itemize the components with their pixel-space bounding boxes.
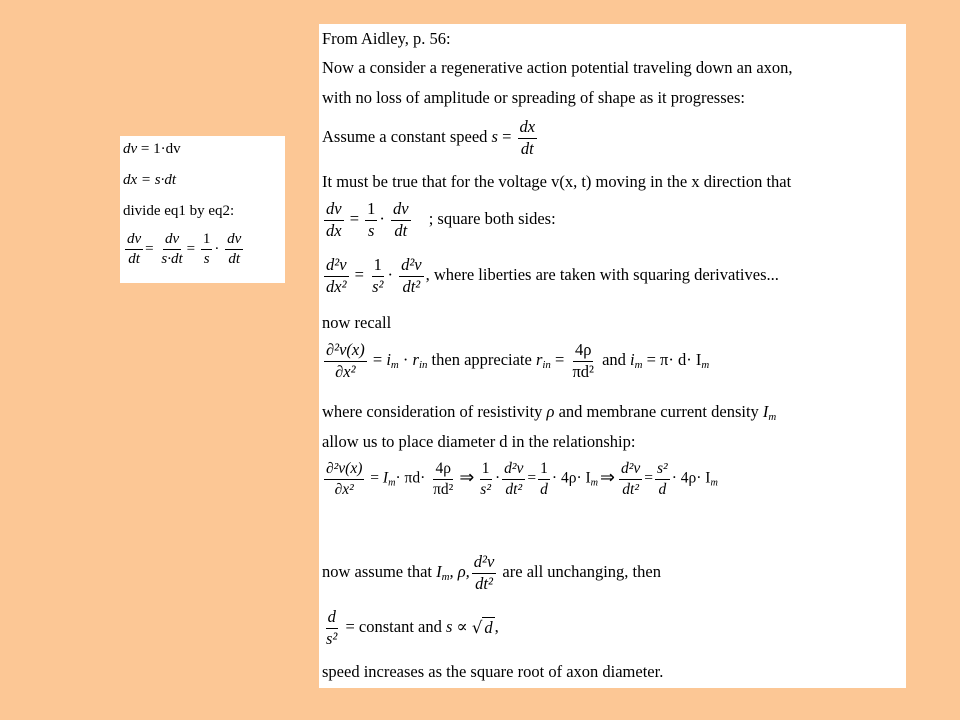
- speed-text: Assume a constant speed: [322, 126, 488, 146]
- f1-den: dt: [128, 251, 140, 267]
- chain-dt2: dt²: [505, 480, 523, 498]
- conclusion-line: speed increases as the square root of axon diameter.: [322, 662, 664, 681]
- dx2-den: dx²: [326, 276, 347, 296]
- assume-d2v: d²v: [472, 554, 497, 574]
- first-derivative-eq: $\frac{dv}{dx}$ = $\frac{1}{s}$ · $\frac{dv}{dt}$ ; square both sides:: [326, 199, 556, 240]
- rho-symbol: ρ: [546, 402, 555, 421]
- sqrt-arg: d: [484, 617, 493, 637]
- voltage-line: It must be true that for the voltage v(x, t) moving in the x direction that: [322, 172, 792, 191]
- eq1-rhs: = 1·dv: [140, 141, 181, 157]
- im-expr: = π· d· I: [646, 349, 702, 369]
- allow-line: allow us to place diameter d in the relationship:: [322, 432, 636, 451]
- dt2-den: dt²: [402, 276, 421, 296]
- chain-im: I: [382, 469, 389, 487]
- one-num: 1: [365, 201, 377, 221]
- chain-4rho: 4ρ: [433, 461, 453, 480]
- f2-den: s·dt: [161, 251, 183, 267]
- assume-im: I: [436, 561, 442, 581]
- chain-pid2: πd²: [433, 480, 454, 498]
- d2v-num-2: d²v: [399, 257, 424, 277]
- chain-s2-num: s²: [655, 461, 670, 480]
- eq2-rhs: = s·dt: [140, 172, 177, 188]
- eq2-lhs: dx: [123, 172, 138, 188]
- sqrt-icon: √ d: [471, 617, 493, 637]
- second-derivative-eq: $\frac{\text{d²v}}{\text{dx²}}$ = $\frac{1}{\text{s²}}$ · $\frac{\text{d²v}}{\text{dt²}}$ , where liberties are taken with squaring derivatives...: [326, 255, 779, 296]
- chain-one-d: 1: [538, 461, 550, 480]
- eq1-lhs: dv: [123, 141, 138, 157]
- dvdx-den: dx: [326, 220, 342, 240]
- chain-sub-2: m: [590, 477, 599, 489]
- speed-eq: =: [502, 126, 512, 146]
- comma: ,: [494, 616, 499, 636]
- rin-den: πd²: [572, 361, 594, 381]
- source-line: From Aidley, p. 56:: [322, 29, 451, 48]
- prop-text: s ∝: [446, 616, 468, 636]
- chain-dvx-den: ∂x²: [334, 480, 354, 498]
- liberties-text: , where liberties are taken with squaring derivatives...: [425, 264, 779, 284]
- speed-den: dt: [520, 138, 534, 158]
- implies-arrow-icon-2: ⇒: [600, 466, 615, 488]
- i-sub-2: m: [634, 358, 643, 371]
- intro-line-2: with no loss of amplitude or spreading of shape as it progresses:: [322, 88, 745, 107]
- s2-den: s²: [372, 276, 384, 296]
- assume-rho: , ρ,: [449, 561, 470, 581]
- chain-4rho-im: · 4ρ· I: [551, 469, 591, 487]
- chain-dvx-num: ∂²v(x): [324, 461, 364, 480]
- chain-4rho-im-2: · 4ρ· I: [671, 469, 711, 487]
- r-var: r: [412, 349, 419, 369]
- im-sub: m: [701, 358, 710, 371]
- and-text: and: [602, 349, 626, 369]
- dvx-num: ∂²v(x): [324, 342, 367, 362]
- resist-text: where consideration of resistivity: [322, 402, 543, 421]
- dvx-den: ∂x²: [335, 361, 356, 381]
- prop-s2: s²: [326, 628, 338, 648]
- assume-text-2: are all unchanging, then: [502, 561, 661, 581]
- chain-d2v-2: d²v: [619, 461, 642, 480]
- r-sub: in: [418, 358, 428, 371]
- implies-arrow-icon: ⇒: [459, 466, 475, 488]
- chain-d: d: [540, 480, 548, 498]
- resistivity-line: [322, 404, 776, 423]
- r-sub-2: in: [542, 358, 551, 371]
- rin-num: 4ρ: [573, 342, 593, 362]
- speed-line: [322, 119, 539, 157]
- square-text: ; square both sides:: [428, 208, 556, 228]
- f3-den: s: [203, 251, 210, 267]
- chain-im-sub: m: [388, 477, 396, 489]
- f4-num: dv: [225, 232, 243, 250]
- dvdx-num: dv: [324, 201, 344, 221]
- prop-d: d: [326, 609, 338, 629]
- assume-line: [322, 554, 661, 592]
- chain-pi-d: · πd·: [395, 469, 426, 487]
- then-text: then appreciate: [431, 349, 532, 369]
- eq2: [123, 173, 176, 188]
- d2v-num: d²v: [324, 257, 349, 277]
- recall-line: now recall: [322, 313, 392, 332]
- assume-text: now assume that: [322, 561, 432, 581]
- im-var: I: [762, 402, 769, 421]
- i-var-2: i: [630, 349, 635, 369]
- chain-one: 1: [480, 461, 492, 480]
- main-notes-panel: [319, 24, 906, 688]
- instruction: divide eq1 by eq2:: [123, 203, 235, 219]
- f4-den: dt: [228, 251, 241, 267]
- chain-d-2: d: [658, 480, 667, 498]
- eq1: [123, 142, 181, 157]
- s-den: s: [368, 220, 375, 240]
- assume-im-sub: m: [441, 570, 450, 583]
- f1-num: dv: [125, 232, 143, 250]
- i-sub: m: [390, 358, 399, 371]
- f3-num: 1: [201, 232, 213, 250]
- chain-eq: $\frac{\text{∂²v(x)}}{\text{∂x²}}$ = Im· πd· $\frac{4\rho}{\text{πd²}}$ ⇒ $\frac{1}{\text{s²}}$ · $\frac{\text{d²v}}{\text{dt²}}$ = $\frac{1}{d}$ · 4ρ· Im ⇒ $\frac{\text{d²v}}{\text{dt²}}$ = $\frac{\text{s²}}{d}$ · 4ρ· Im: [326, 460, 718, 498]
- chain-d2v: d²v: [502, 461, 525, 480]
- intro-line-1: Now a consider a regenerative action potential traveling down an axon,: [322, 58, 793, 77]
- one-num-2: 1: [372, 257, 384, 277]
- density-text: and membrane current density: [558, 402, 759, 421]
- chain-dt2-2: dt²: [622, 480, 639, 498]
- speed-var: s: [491, 126, 498, 146]
- chain-sub-3: m: [710, 477, 718, 489]
- speed-num: dx: [518, 119, 538, 139]
- i-var: i: [386, 349, 391, 369]
- derivation-panel: [120, 136, 285, 283]
- im-sub-2: m: [768, 411, 777, 424]
- dvdt-num: dv: [391, 201, 411, 221]
- dvdt-den: dt: [394, 220, 408, 240]
- f2-num: dv: [163, 232, 181, 250]
- r-var-2: r: [535, 349, 543, 369]
- assume-dt2: dt²: [475, 573, 493, 593]
- eq3: $\frac{dv}{dt}$ = $\frac{dv}{s\cdot dt}$ = $\frac{1}{s}$ · $\frac{dv}{dt}$: [127, 231, 242, 267]
- cable-eq: $\frac{\text{∂²v(x)}}{\text{∂x²}}$ = im · rin then appreciate rin = $\frac{4\rho}{\text{πd²}}$ and im = π· d· Im: [326, 340, 710, 381]
- chain-s2: s²: [480, 480, 491, 498]
- const-text: = constant and: [345, 616, 442, 636]
- proportionality-line: [322, 609, 499, 647]
